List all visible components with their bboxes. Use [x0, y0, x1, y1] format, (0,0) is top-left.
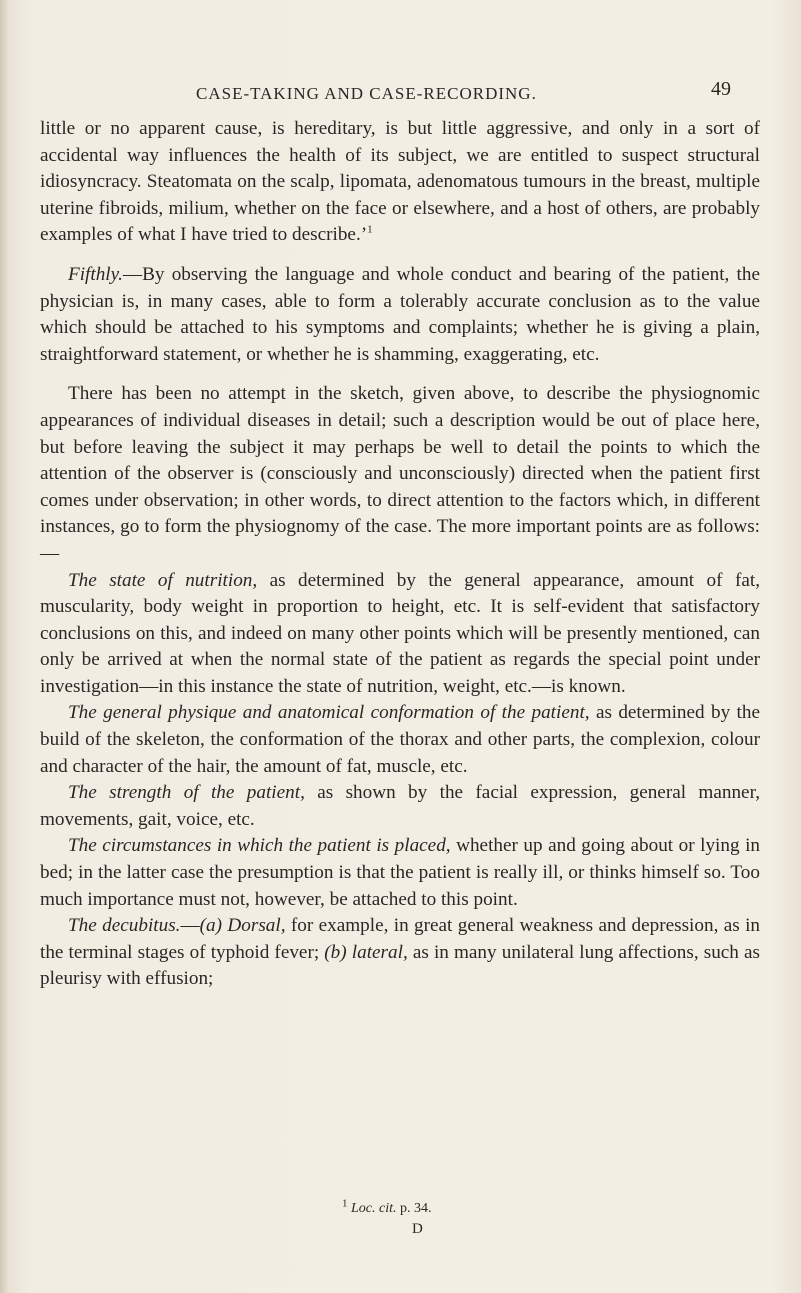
- footnote-page: p. 34.: [400, 1201, 432, 1216]
- paragraph-lead: The general physique and anatomical conformation of the patient,: [68, 702, 590, 724]
- paragraph-continued: [40, 116, 760, 249]
- paragraph-text: as determined by the build of the skeleton, the conformation of the thorax and other parts, the complexion, colour and character of the hair, the amount of fat, muscle, etc.: [40, 702, 761, 777]
- paragraph-lead: The state of nutrition,: [68, 569, 258, 591]
- paragraph-nutrition: [40, 568, 760, 701]
- paragraph-physique: [40, 700, 760, 780]
- paragraph-sketch: [40, 381, 760, 567]
- page-header: [196, 78, 731, 108]
- footnote: [342, 1197, 432, 1217]
- paragraph-lead: The decubitus.: [68, 915, 181, 937]
- paragraph-text: as shown by the facial expression, general manner, movements, gait, voice, etc.: [40, 782, 760, 830]
- paragraph-fifthly: [40, 262, 760, 368]
- paragraph-text: —By observing the language and whole conduct and bearing of the patient, the physician is, in many cases, able to form a tolerably accurate conclusion as to the value which should be attached to his symptoms and complaints; whether he is giving a plain, straightforward statement, or whether he is shamming, exaggerating, etc.: [40, 263, 760, 365]
- body-text: [40, 116, 760, 993]
- running-head: CASE-TAKING AND CASE-RECORDING.: [196, 84, 537, 103]
- footnote-marker: 1: [342, 1197, 348, 1210]
- paragraph-text: for example, in great general weakness and depression, as in the terminal stages of typhoid fever;: [40, 915, 760, 963]
- paragraph-decubitus: [40, 913, 760, 993]
- footnote-reference: 1: [367, 223, 373, 236]
- paragraph-lead: (a) Dorsal,: [199, 915, 286, 937]
- paragraph-text: little or no apparent cause, is hereditary, is but little aggressive, and only in a sort of accidental way influences the health of its subject, we are entitled to suspect structural idiosyncracy. Steatomata on the scalp, lipomata, adenomatous tumours in the breast, multiple uterine fibroids, milium, whether on the face or elsewhere, and a host of others, are probably examples of what I have tried to describe.’: [40, 118, 760, 246]
- paragraph-circumstances: [40, 833, 760, 913]
- paragraph-text: as in many unilateral lung affections, such as pleurisy with effusion;: [40, 941, 760, 990]
- paragraph-lead: (b) lateral,: [324, 941, 408, 963]
- page-binding-edge: [0, 0, 10, 1293]
- paragraph-lead: The circumstances in which the patient is placed,: [68, 835, 451, 857]
- signature-mark: D: [412, 1221, 423, 1237]
- paragraph-strength: [40, 780, 760, 833]
- footnote-ref: Loc. cit.: [351, 1201, 397, 1216]
- paragraph-text: as determined by the general appearance, amount of fat, muscularity, body weight in proportion to height, etc. It is self-evident that satisfactory conclusions on this, and indeed on many other points which will be presently mentioned, can only be arrived at when the normal state of the patient as regards the special point under investigation—in this instance the state of nutrition, weight, etc.—is known.: [40, 569, 760, 697]
- paragraph-text: —: [180, 915, 200, 937]
- paragraph-lead: The strength of the patient,: [68, 782, 305, 804]
- page-number: 49: [711, 78, 731, 100]
- paragraph-lead: Fifthly.: [68, 263, 123, 285]
- paragraph-text: There has been no attempt in the sketch, given above, to describe the physiognomic appearances of individual diseases in detail; such a description would be out of place here, but before leaving the subject it may perhaps be well to detail the points to which the attention of the observer is (consciously and unconsciously) directed when the patient first comes under observation; in other words, to direct attention to the factors which, in different instances, go to form the physiognomy of the case. The more important points are as follows:—: [40, 383, 760, 564]
- paragraph-text: whether up and going about or lying in bed; in the latter case the presumption is that the patient is really ill, or thinks himself so. Too much importance must not, however, be attached to this point.: [40, 835, 760, 910]
